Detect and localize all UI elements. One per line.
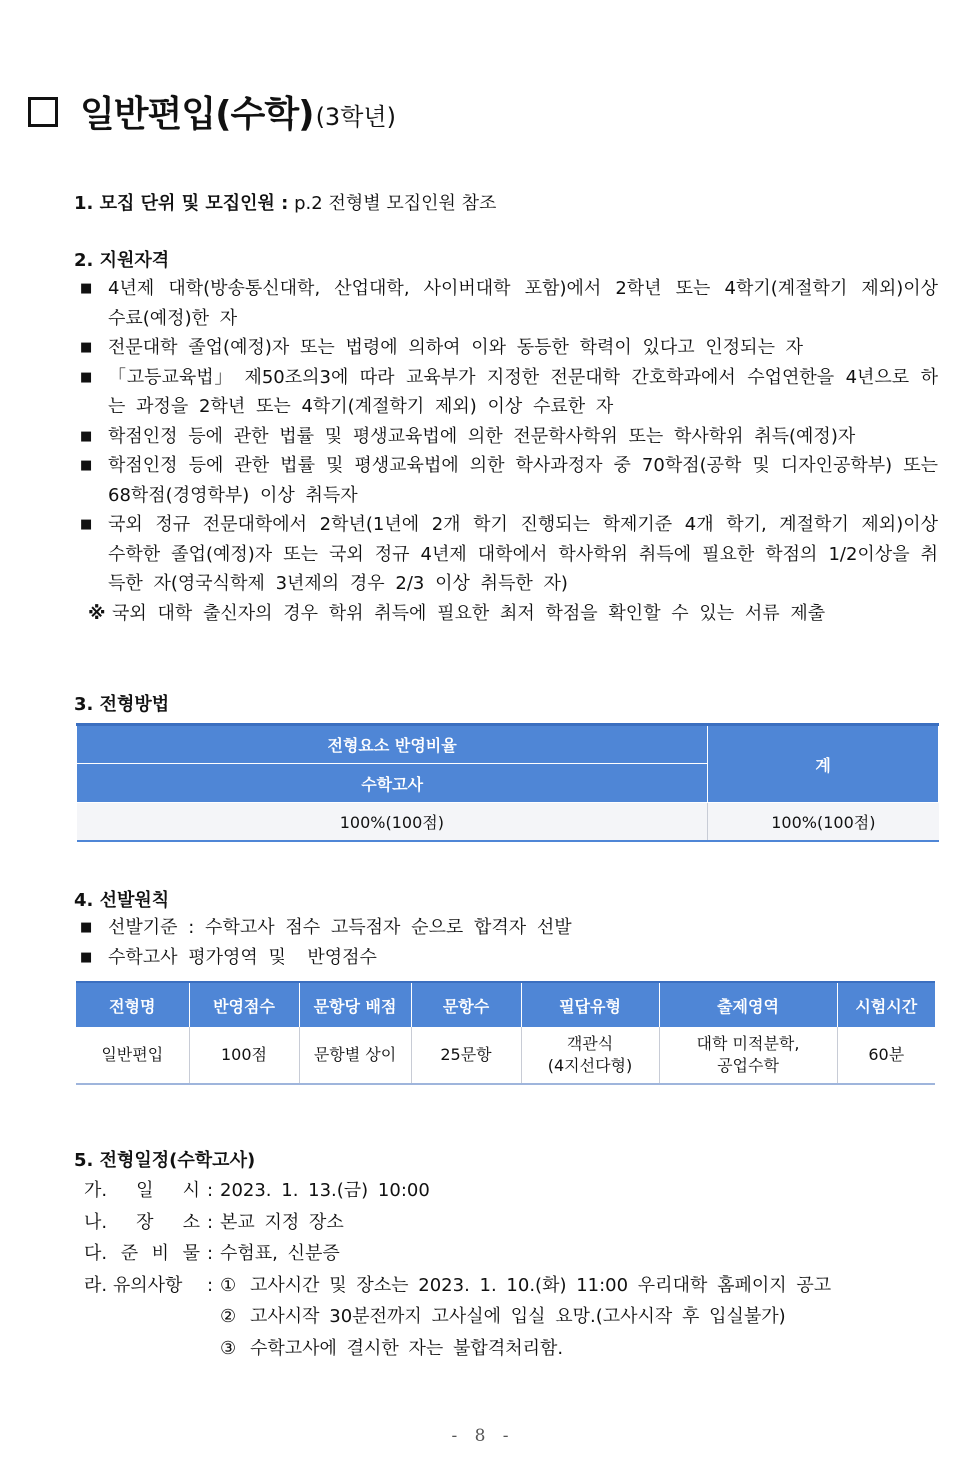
section-3-heading: 3. 전형방법 — [74, 694, 170, 715]
schedule-row: 가. 일 시 : 2023. 1. 13.(금) 10:00 — [84, 1180, 430, 1201]
selection-method-table — [76, 723, 939, 842]
bullet-icon: ■ — [80, 920, 93, 935]
table-row: 100%(100점) 100%(100점) — [77, 803, 939, 841]
selection-principles-list — [80, 913, 938, 972]
page-title — [28, 86, 396, 137]
list-item: ■ 4년제 대학(방송통신대학, 산업대학, 사이버대학 포함)에서 2학년 또는 4학기(계절학기 제외)이상 수료(예정)한 자 — [80, 274, 938, 333]
schedule-row: 나. 장 소 : 본교 지정 장소 — [84, 1211, 344, 1233]
header-total: 계 — [708, 725, 939, 803]
eligibility-list — [80, 274, 938, 628]
list-item: ■ 「고등교육법」 제50조의3에 따라 교육부가 지정한 전문대학 간호학과에서 수업연한을 4년으로 하는 과정을 2학년 또는 4학기(계절학기 제외) 이상 수료한 자 — [80, 363, 938, 422]
section-4-heading: 4. 선발원칙 — [74, 890, 170, 911]
checkbox-square-icon — [28, 97, 58, 127]
bullet-icon: ■ — [80, 517, 93, 532]
bullet-icon: ■ — [80, 369, 93, 385]
schedule-row: 다. 준 비 물 : 수험표, 신분증 — [84, 1243, 340, 1264]
eligibility-note: ※ 국외 대학 출신자의 경우 학위 취득에 필요한 최저 학점을 확인할 수 있는 서류 제출 — [88, 599, 938, 629]
section-1-heading: 1. 모집 단위 및 모집인원 : — [74, 193, 289, 214]
bullet-icon: ■ — [80, 340, 93, 355]
title-main: 일반편입(수학) — [80, 94, 314, 135]
bullet-icon: ■ — [80, 949, 93, 965]
header-group: 전형요소 반영비율 — [77, 725, 708, 764]
schedule-row-notes: 라. 유의사항 : ① 고사시간 및 장소는 2023. 1. 10.(화) 11:00 우리대학 홈페이지 공고 ② 고사시작 30분전까지 고사실에 입실 요망.(고사시작 후 입실불가) ③ 수학고사에 결시한 자는 불합격처리함. — [84, 1270, 831, 1365]
list-item: ■ 수학고사 평가영역 및 반영점수 — [80, 943, 938, 973]
list-item: ■ 국외 정규 전문대학에서 2학년(1년에 2개 학기 진행되는 학제기준 4개 학기, 계절학기 제외)이상 수학한 졸업(예정)자 또는 국외 정규 4년제 대학에서 학사학위 취득에 필요한 학점의 1/2이상을 취득한 자(영국식학제 3년제의 경우 2/3 이상 취득한 자) — [80, 510, 938, 599]
section-1 — [74, 189, 496, 215]
page-number: - 8 - — [451, 1426, 515, 1446]
header-sub: 수학고사 — [77, 764, 708, 803]
list-item: ③ 수학고사에 결시한 자는 불합격처리함. — [220, 1337, 564, 1359]
exam-details-table: 전형명 반영점수 문항당 배점 문항수 필답유형 출제영역 시험시간 일반편입 100점 문항별 상이 25문항 객관식 (4지선다형) 대학 미적분학, 공업수학 60분 — [76, 981, 935, 1085]
list-item: ■ 학점인정 등에 관한 법률 및 평생교육법에 의한 학사과정자 중 70학점(공학 및 디자인공학부) 또는 68학점(경영학부) 이상 취득자 — [80, 451, 938, 510]
section-5-heading: 5. 전형일정(수학고사) — [74, 1150, 256, 1171]
bullet-icon: ■ — [80, 458, 93, 473]
reference-mark-icon: ※ — [88, 602, 106, 624]
list-item: ① 고사시간 및 장소는 2023. 1. 10.(화) 11:00 우리대학 홈페이지 공고 — [220, 1274, 832, 1296]
section-1-text: p.2 전형별 모집인원 참조 — [294, 193, 497, 214]
list-item: ■ 전문대학 졸업(예정)자 또는 법령에 의하여 이와 동등한 학력이 있다고 인정되는 자 — [80, 333, 938, 363]
bullet-icon: ■ — [80, 281, 93, 296]
schedule — [84, 1175, 831, 1364]
list-item: ■ 선발기준 : 수학고사 점수 고득점자 순으로 합격자 선발 — [80, 913, 938, 943]
table-row: 일반편입 100점 문항별 상이 25문항 객관식 (4지선다형) 대학 미적분학, 공업수학 60분 — [76, 1027, 935, 1084]
title-sub: (3학년) — [315, 103, 396, 131]
section-2-heading: 2. 지원자격 — [74, 250, 170, 271]
list-item: ② 고사시작 30분전까지 고사실에 입실 요망.(고사시작 후 입실불가) — [220, 1306, 786, 1327]
list-item: ■ 학점인정 등에 관한 법률 및 평생교육법에 의한 전문학사학위 또는 학사학위 취득(예정)자 — [80, 422, 938, 452]
bullet-icon: ■ — [80, 428, 93, 444]
